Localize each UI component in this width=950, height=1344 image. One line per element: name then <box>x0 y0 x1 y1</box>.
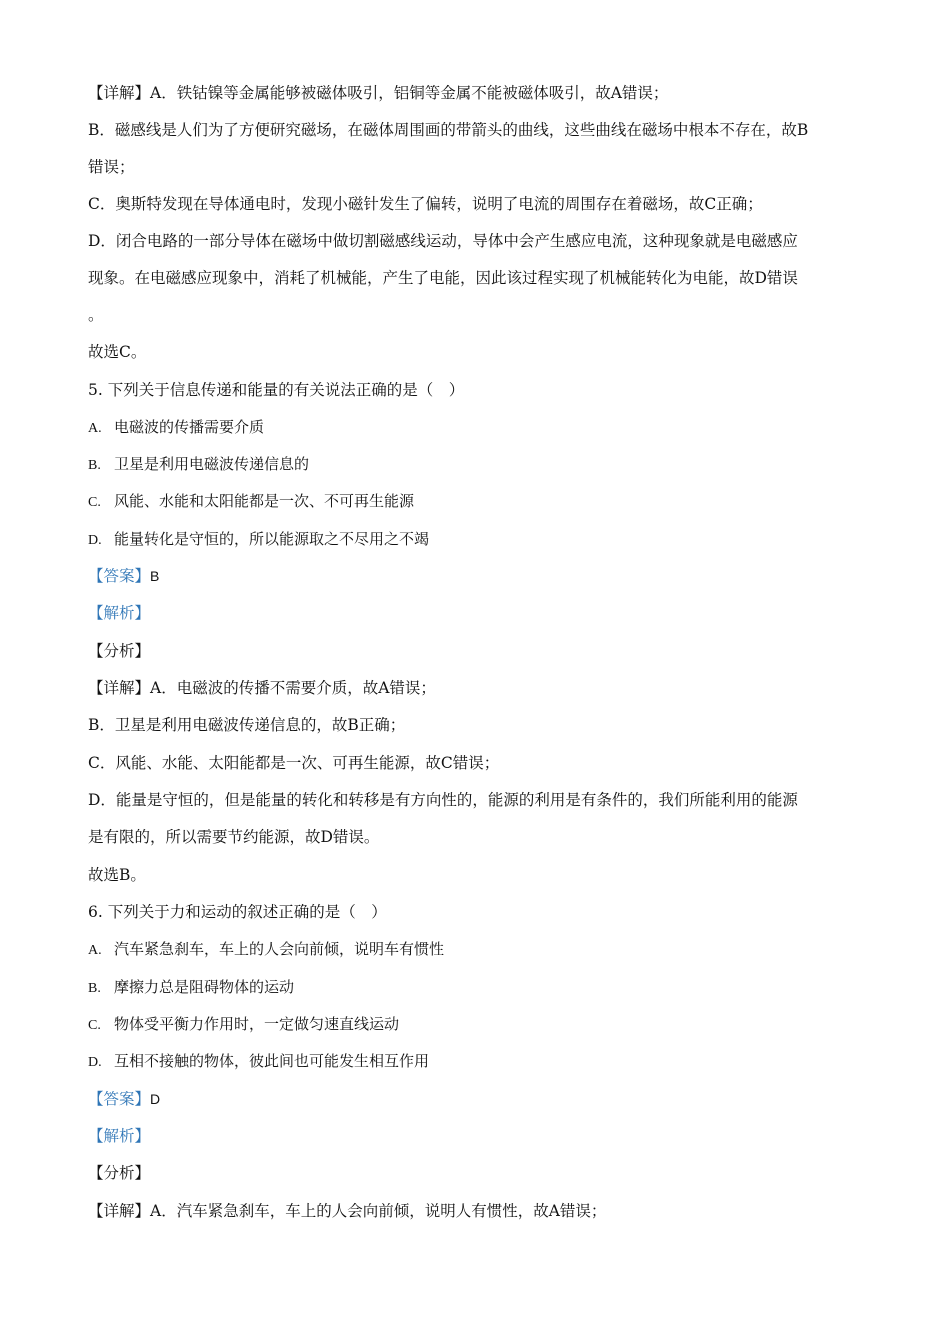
option-text: 摩擦力总是阻碍物体的运动 <box>114 978 295 996</box>
option-text: 物体受平衡力作用时，一定做匀速直线运动 <box>114 1015 400 1033</box>
q5-option-d <box>88 528 868 552</box>
option-letter: B. <box>88 458 101 473</box>
q4-detail-b-cont: 错误； <box>88 158 135 176</box>
option-letter: D. <box>88 533 102 548</box>
q5-detail-c: C．风能、水能、太阳能都是一次、可再生能源，故C错误； <box>88 754 500 772</box>
option-text: 互相不接触的物体，彼此间也可能发生相互作用 <box>114 1052 430 1070</box>
q4-conclusion: 故选C。 <box>88 343 147 361</box>
q4-detail-d-end: 。 <box>88 306 104 324</box>
q5-detail-label: 【详解】 <box>88 679 151 697</box>
option-letter: D. <box>88 1055 102 1070</box>
q5-detail-a: A．电磁波的传播不需要介质，故A错误； <box>150 679 436 697</box>
q6-detail-line-1 <box>88 1200 868 1222</box>
q5-option-c <box>88 490 868 514</box>
q6-detail-label: 【详解】 <box>88 1202 151 1220</box>
q4-detail-b: B．磁感线是人们为了方便研究磁场，在磁体周围画的带箭头的曲线，这些曲线在磁场中根本不存在，故B <box>88 121 809 139</box>
option-letter: A. <box>88 943 102 958</box>
option-text: 电磁波的传播需要介质 <box>114 418 265 436</box>
answer-label: 【答案】 <box>88 567 151 585</box>
q6-fenxi-label: 【分析】 <box>88 1164 151 1182</box>
q5-option-b <box>88 453 868 477</box>
q5-option-a <box>88 416 868 440</box>
q5-detail-d: D．能量是守恒的，但是能量的转化和转移是有方向性的，能源的利用是有条件的，我们所能利用的能源 <box>88 791 798 809</box>
q4-detail-c: C．奥斯特发现在导体通电时，发现小磁针发生了偏转，说明了电流的周围存在着磁场，故C正确； <box>88 195 763 213</box>
q6-stem: 6. 下列关于力和运动的叙述正确的是（ ） <box>88 903 387 921</box>
q4-detail-label: 【详解】 <box>88 84 151 102</box>
answer-value: B <box>150 568 160 584</box>
option-text: 风能、水能和太阳能都是一次、不可再生能源 <box>114 492 415 510</box>
q6-analysis-label: 【解析】 <box>88 1127 151 1145</box>
option-text: 卫星是利用电磁波传递信息的 <box>114 455 310 473</box>
answer-label: 【答案】 <box>88 1090 151 1108</box>
option-letter: C. <box>88 1018 101 1033</box>
q5-fenxi-label: 【分析】 <box>88 642 151 660</box>
option-text: 能量转化是守恒的，所以能源取之不尽用之不竭 <box>114 530 430 548</box>
option-text: 汽车紧急刹车，车上的人会向前倾，说明车有惯性 <box>114 940 445 958</box>
q6-option-b <box>88 976 868 1000</box>
q5-stem: 5. 下列关于信息传递和能量的有关说法正确的是（ ） <box>88 381 465 399</box>
q4-detail-d-cont: 现象。在电磁感应现象中，消耗了机械能，产生了电能，因此该过程实现了机械能转化为电能，故D错误 <box>88 269 798 287</box>
q6-answer <box>88 1088 868 1110</box>
q6-option-a <box>88 938 868 962</box>
q5-conclusion: 故选B。 <box>88 866 146 884</box>
q5-answer <box>88 565 868 587</box>
q6-detail-a: A．汽车紧急刹车，车上的人会向前倾，说明人有惯性，故A错误； <box>150 1202 607 1220</box>
q6-option-d <box>88 1050 868 1074</box>
option-letter: C. <box>88 495 101 510</box>
q5-detail-line-1 <box>88 677 868 699</box>
option-letter: A. <box>88 421 102 436</box>
q4-detail-d: D．闭合电路的一部分导体在磁场中做切割磁感线运动，导体中会产生感应电流，这种现象就是电磁感应 <box>88 232 798 250</box>
q4-detail-line-1 <box>88 82 868 104</box>
q5-analysis-label: 【解析】 <box>88 604 151 622</box>
q6-option-c <box>88 1013 868 1037</box>
option-letter: B. <box>88 981 101 996</box>
answer-value: D <box>150 1091 161 1107</box>
q5-detail-d-cont: 是有限的，所以需要节约能源，故D错误。 <box>88 828 380 846</box>
q5-detail-b: B．卫星是利用电磁波传递信息的，故B正确； <box>88 716 406 734</box>
q4-detail-a: A．铁钴镍等金属能够被磁体吸引，铝铜等金属不能被磁体吸引，故A错误； <box>150 84 669 102</box>
